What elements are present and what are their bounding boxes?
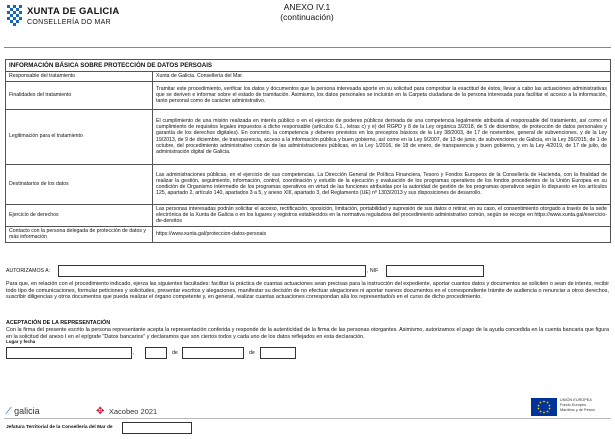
- row-value: Xunta de Galicia. Consellería del Mar.: [156, 73, 244, 80]
- eu-text-line: Fondo Europeo: [560, 403, 587, 407]
- annex-subtitle: (continuación): [280, 12, 334, 22]
- office-field[interactable]: [122, 422, 192, 434]
- table-row: [6, 164, 610, 204]
- table-row: [6, 72, 610, 81]
- xacobeo-cross-icon: ✥: [96, 406, 105, 417]
- row-label: Ejercicio de derechos: [6, 204, 153, 226]
- table-row: [6, 81, 610, 109]
- annex-heading: [262, 2, 352, 22]
- row-value: Tramitar este procedimiento, verificar los datos y documentos que la persona interesada aporte en su solicitud para comprobar la exactitud de éstos, llevar a cabo las actuaciones administrativas que se deriven e informar sobre el estado de tramitación. Asimismo, los datos personales se incluirán en la Carpeta ciudadana de la persona interesada para facilitar el acceso a la información, tanto personal como de carácter administrativo.: [153, 81, 611, 109]
- acceptance-paragraph: Con la firma del presente escrito la persona representante acepta la representación conferida y responde de la autenticidad de la firma de las personas otorgantes. Asimismo, autorizamos el pago de la ayuda concedida en la cuenta bancaria que figura en la solicitud del anexo I en el epígrafe "Datos bancarios" y declaramos que son ciertos todos y cada uno de los datos reflejados en esta declaración.: [6, 327, 609, 340]
- place-date-caption: Lugar y fecha: [6, 339, 36, 344]
- eu-text-line: Marítimo y de Pesca: [560, 408, 595, 412]
- date-de-label: de: [172, 350, 178, 356]
- xacobeo-logo: [96, 401, 157, 419]
- row-value: El cumplimiento de una misión realizada en interés público o en el ejercicio de poderes públicos derivada de una competencia legalmente atribuida al responsable del tratamiento, así como el cumplimiento de requisitos legales impuestos a dicho responsable (artículos 6.1., letras c) y e) del RGPD y 8 de la Ley orgánica 3/2018, de 5 de diciembre, de protección de datos personales y garantía de los derechos digitales). En concreto, la competencia y deberes previstos en los preceptos básicos de la Ley 38/2003, de 17 de noviembre, general de subvenciones, y de la Ley 19/2013, de 9 de diciembre, de transparencia, acceso a la información pública y buen gobierno, así como en la Ley 9/2007, de 13 de junio, de subvenciones de Galicia, en la Ley 39/2015, de 1 de octubre, del procedimiento administrativo común de las administraciones públicas, en la Ley 1/2016, de 18 de enero, de transparencia y buen gobierno, y en la Ley 4/2019, de 17 de julio, de administración digital de Galicia.: [153, 109, 611, 164]
- table-row: [6, 204, 610, 226]
- nif-field[interactable]: [386, 265, 484, 277]
- row-label: Responsable del tratamiento: [6, 72, 153, 81]
- authorized-label: AUTORIZAMOS A:: [6, 268, 51, 274]
- row-label: Legitimación para el tratamiento: [6, 109, 153, 164]
- xunta-emblem-icon: [6, 4, 24, 28]
- year-field[interactable]: [260, 347, 296, 359]
- row-value: Las personas interesadas podrán solicitar el acceso, rectificación, oposición, limitación, portabilidad y supresión de sus datos o retirar, en su caso, el consentimiento otorgado a través de la sede electrónica de la Xunta de Galicia o en los lugares y registros establecidos en la normativa reguladora del procedimiento administrativo común, según se recoge en https://www.xunta.gal/exercicio-de-dereitos: [153, 204, 611, 226]
- data-protection-table: [5, 59, 611, 243]
- day-field[interactable]: [145, 347, 167, 359]
- authorization-paragraph: Para que, en relación con el procedimiento indicado, ejerza las siguientes facultades: facilitar la práctica de cuantas actuaciones sean precisas para la instrucción del expediente, aportar cuantos datos y documentos se soliciten o sean de interés, recibir todo tipo de comunicaciones, formular peticiones y solicitudes, presentar escritos y alegaciones, manifestar su decisión de no efectuar alegaciones ni aportar nuevos documentos en el correspondiente trámite de audiencia o renunciar a otros derechos, suscribir diligencias y otros documentos que pueda realizar el órgano competente y, en general, realizar cuantas actuaciones correspondan al/a los representado/s en el curso de dicho procedimiento.: [6, 281, 609, 301]
- org-name: XUNTA DE GALICIA: [27, 6, 120, 17]
- footer-divider: [4, 418, 611, 419]
- row-label: Finalidades del tratamiento: [6, 81, 153, 109]
- annex-title: ANEXO IV.1: [283, 2, 331, 12]
- xunta-logo: [6, 4, 126, 34]
- nif-label: , NIF: [367, 268, 379, 274]
- data-protection-title: INFORMACIÓN BÁSICA SOBRE PROTECCIÓN DE DATOS PERSOAIS: [6, 60, 610, 72]
- month-field[interactable]: [182, 347, 244, 359]
- row-label: Destinatarios de los datos: [6, 164, 153, 204]
- department-name: CONSELLERÍA DO MAR: [27, 19, 111, 26]
- table-row: [6, 109, 610, 164]
- row-value: Las administraciones públicas, en el ejercicio de sus competencias. La Dirección General de Política Financiera, Tesoro y Fondos Europeos de la Consellería de Hacienda, con la finalidad de realizar la gestión, seguimiento, información, control, coordinación y estudio de la ejecución y evaluación de los programas operativos de los fondos procedentes de la Unión Europea en su condición de Organismo intermedio de los programas operativos en virtud de las funciones atribuidas por la autoridad de gestión de los programas operativos según lo dispuesto en los artículos 125, apartado 2, artículo 140, apartados 3 a 5, y anexo XIII, apartado 3, del Reglamento (UE) nº 1303/2013 y sus disposiciones de desarrollo.: [153, 164, 611, 204]
- place-comma: ,: [133, 350, 135, 356]
- authorized-name-field[interactable]: [58, 265, 366, 277]
- eu-text-line: UNIÓN EUROPEA: [560, 398, 592, 402]
- header-divider: [4, 47, 611, 48]
- office-label: Jefatura Territorial de la Consellería del Mar de: [6, 425, 113, 430]
- eu-flag-icon: [531, 398, 557, 416]
- xacobeo-logo-text: Xacobeo 2021: [108, 407, 158, 416]
- place-field[interactable]: [6, 347, 135, 359]
- acceptance-title: ACEPTACIÓN DE LA REPRESENTACIÓN: [6, 320, 111, 326]
- galicia-logo-text: galicia: [14, 406, 40, 416]
- table-row: [6, 226, 610, 242]
- row-value[interactable]: https://www.xunta.gal/proteccion-datos-persoais: [153, 226, 611, 242]
- galicia-logo: [8, 401, 40, 419]
- galicia-swirl-icon: ⁄: [8, 406, 10, 417]
- row-label: Contacto con la persona delegada de protección de datos y más información: [6, 226, 153, 242]
- date-de-label: de: [249, 350, 255, 356]
